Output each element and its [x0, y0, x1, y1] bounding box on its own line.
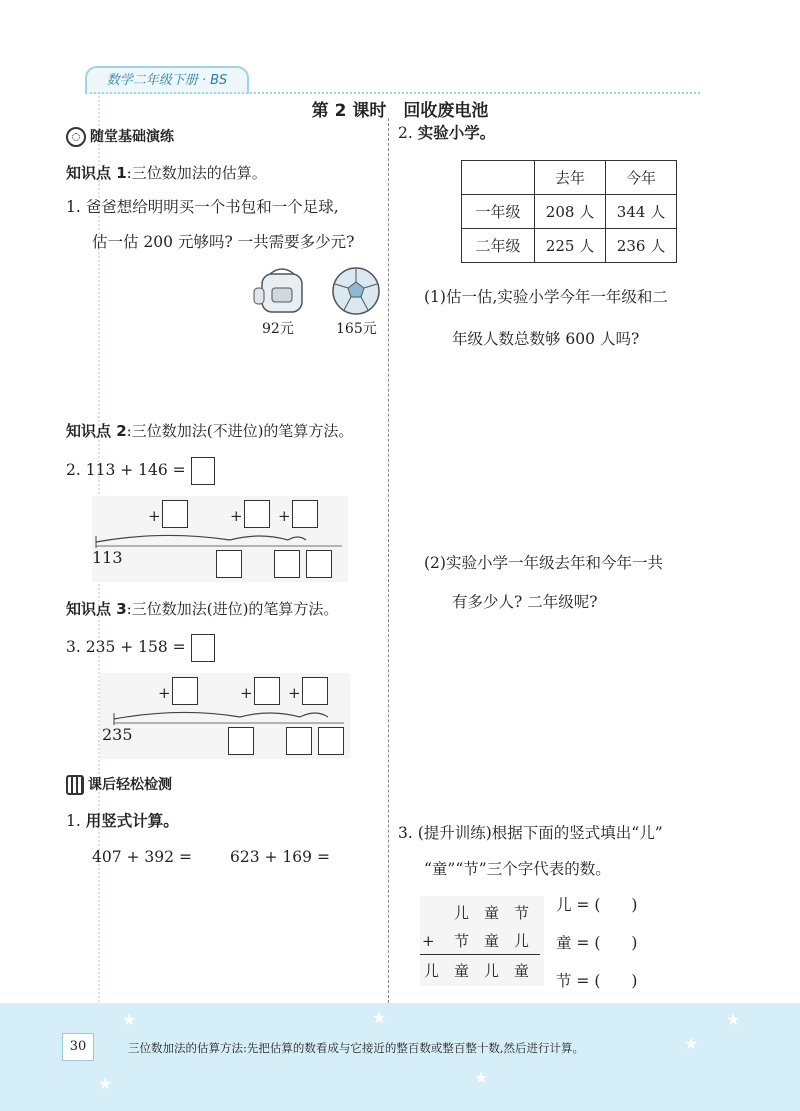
- jump-box-1[interactable]: [172, 677, 198, 705]
- sub-question-2: (2)实验小学一年级去年和今年一共: [424, 554, 663, 572]
- point-box-2[interactable]: [286, 727, 312, 755]
- vertical-addition: 儿 童 节 + 节 童 儿 儿 童 儿 童: [420, 896, 544, 986]
- footer-tip: 三位数加法的估算方法:先把估算的数看成与它接近的整百数或整百整十数,然后进行计算。: [128, 1041, 585, 1055]
- section-homework: 课后轻松检测: [66, 774, 172, 795]
- table-header-row: 去年 今年: [462, 161, 677, 195]
- table-row: 二年级 225 人 236 人: [462, 229, 677, 263]
- jump-box-3[interactable]: [292, 500, 318, 528]
- point-box-1[interactable]: [228, 727, 254, 755]
- question-1-line2: 估一估 200 元够吗? 一共需要多少元?: [92, 233, 355, 251]
- number-line-1: + + + 113: [92, 496, 348, 582]
- jump-box-1[interactable]: [162, 500, 188, 528]
- answer-box[interactable]: [191, 634, 215, 662]
- backpack-price: 92元: [262, 321, 294, 337]
- student-table: [461, 160, 677, 263]
- column-divider: [388, 118, 389, 1003]
- header-divider: [85, 92, 700, 94]
- jump-box-2[interactable]: [254, 677, 280, 705]
- knowledge-point-3: 知识点 3:三位数加法(进位)的笔算方法。: [66, 600, 339, 618]
- calculator-icon: [66, 775, 84, 795]
- star-icon: ★: [726, 1010, 741, 1029]
- page-number: 30: [62, 1033, 94, 1061]
- answer-er[interactable]: 儿 = ( ): [556, 896, 638, 914]
- jump-box-3[interactable]: [302, 677, 328, 705]
- number-line-2: + + + 235: [100, 673, 350, 759]
- question-3: 3. 235 + 158 =: [66, 630, 215, 664]
- jump-box-2[interactable]: [244, 500, 270, 528]
- footer-band: [0, 1003, 800, 1111]
- star-icon: ★: [474, 1068, 489, 1087]
- sub-question-2-line2: 有多少人? 二年级呢?: [452, 593, 598, 611]
- right-question-3: 3. (提升训练)根据下面的竖式填出“儿”: [398, 824, 663, 842]
- point-box-3[interactable]: [318, 727, 344, 755]
- football-price: 165元: [336, 321, 377, 337]
- expression-2: 623 + 169 =: [230, 848, 330, 866]
- header-tab: 数学二年级下册 · BS: [85, 66, 249, 94]
- question-1: 1. 爸爸想给明明买一个书包和一个足球,: [66, 198, 339, 216]
- football-icon: [333, 268, 379, 314]
- right-question-2: 2. 实验小学。: [398, 124, 496, 142]
- sub-question-1-line2: 年级人数总数够 600 人吗?: [452, 330, 640, 348]
- answer-box[interactable]: [191, 457, 215, 485]
- expression-1: 407 + 392 =: [92, 848, 192, 866]
- point-box-2[interactable]: [274, 550, 300, 578]
- table-row: 一年级 208 人 344 人: [462, 195, 677, 229]
- question-2: 2. 113 + 146 =: [66, 453, 215, 487]
- knowledge-point-1: 知识点 1:三位数加法的估算。: [66, 164, 267, 182]
- answer-tong[interactable]: 童 = ( ): [556, 934, 638, 952]
- point-box-3[interactable]: [306, 550, 332, 578]
- knowledge-point-2: 知识点 2:三位数加法(不进位)的笔算方法。: [66, 422, 354, 440]
- star-icon: ★: [372, 1008, 387, 1027]
- sub-question-1: (1)估一估,实验小学今年一年级和二: [424, 288, 668, 306]
- film-reel-icon: [66, 127, 86, 147]
- items-illustration: [248, 266, 388, 318]
- answer-jie[interactable]: 节 = ( ): [556, 972, 638, 990]
- section-practice: 随堂基础演练: [66, 126, 174, 147]
- point-box-1[interactable]: [216, 550, 242, 578]
- homework-question-1: 1. 用竖式计算。: [66, 812, 179, 830]
- star-icon: ★: [122, 1010, 137, 1029]
- backpack-icon: [254, 269, 302, 312]
- right-question-3-line2: “童”“节”三个字代表的数。: [424, 860, 611, 878]
- lesson-title: 第 2 课时 回收废电池: [311, 101, 489, 121]
- star-icon: ★: [98, 1074, 113, 1093]
- sum-line: [420, 954, 540, 955]
- star-icon: ★: [684, 1034, 699, 1053]
